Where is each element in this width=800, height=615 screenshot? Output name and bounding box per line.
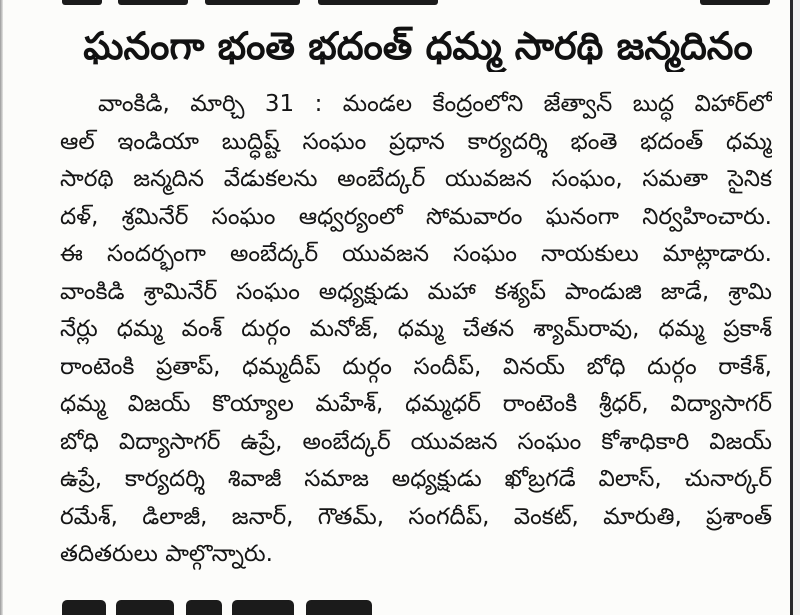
body-line: తదితరులు పాల్గొన్నారు. (60, 541, 273, 567)
body-line: ఈ సందర్భంగా అంబేద్కర్ యువజన సంఘం నాయకులు మాట్లాడారు. (60, 241, 772, 267)
body-line: ఉప్రే, కార్యదర్శి శివాజీ సమాజ అధ్యక్షుడు ఖోబ్రగడే విలాస్, చునార్కర్ (60, 466, 772, 492)
body-line: వాంకిడి, మార్చి 31 : మండల కేంద్రంలోని జేత్వాన్ బుద్ధ విహార్‌లో (98, 91, 772, 117)
body-line: రాంటెంకి ప్రతాప్, ధమ్మదీప్ దుర్గం సందీప్, వినయ్ బోధి దుర్గం రాకేశ్, (60, 353, 772, 380)
cropped-glyph-mark (118, 0, 188, 5)
cropped-glyph-mark (186, 600, 222, 615)
cropped-glyph-mark (318, 0, 438, 5)
body-line: దళ్, శ్రమినేర్ సంఘం ఆధ్వర్యంలో సోమవారం ఘనంగా నిర్వహించారు. (60, 203, 772, 230)
body-line: నేర్లు ధమ్మ వంశ్ దుర్గం మనోజ్, ధమ్మ చేతన శ్యామ్‌రావు, ధమ్మ ప్రకాశ్ (60, 316, 772, 342)
cropped-glyph-mark (306, 600, 372, 615)
body-line: వాంకిడి శ్రామినేర్ సంఘం అధ్యక్షుడు మహా కశ్యప్ పాండుజి జాడే, శ్రామి (60, 278, 772, 305)
body-line: సారథి జన్మదిన వేడుకలను అంబేద్కర్ యువజన సంఘం, సమతా సైనిక (60, 166, 772, 192)
cropped-glyph-mark (205, 0, 300, 5)
body-line: ధమ్మ విజయ్ కొయ్యాల మహేశ్, ధమ్మధర్ రాంటెంకి శ్రీధర్, విద్యాసాగర్ (60, 391, 772, 417)
cropped-glyph-mark (232, 600, 294, 615)
article-body (60, 86, 772, 574)
body-line: రమేశ్, డిలాజీ, జనార్, గౌతమ్, సంగదీప్, వెంకట్, మారుతి, ప్రశాంత్ (60, 503, 772, 530)
clipping-left-edge (0, 0, 3, 615)
cropped-glyph-mark (700, 0, 770, 5)
article-headline: ఘనంగా భంతె భదంత్ ధమ్మ సారథి జన్మదినం (83, 24, 753, 68)
body-line: ఆల్ ఇండియా బుద్ధిష్ట్ సంఘం ప్రధాన కార్యదర్శి భంతె భదంత్ ధమ్మ (60, 128, 772, 155)
outer-margin (793, 0, 800, 615)
cropped-glyph-mark (116, 600, 174, 615)
body-line: బోధి విద్యాసాగర్ ఉప్రే, అంబేద్కర్ యువజన సంఘం కోశాధికారి విజయ్ (60, 428, 772, 455)
cropped-glyph-mark (62, 600, 106, 615)
cropped-glyph-mark (62, 0, 102, 5)
